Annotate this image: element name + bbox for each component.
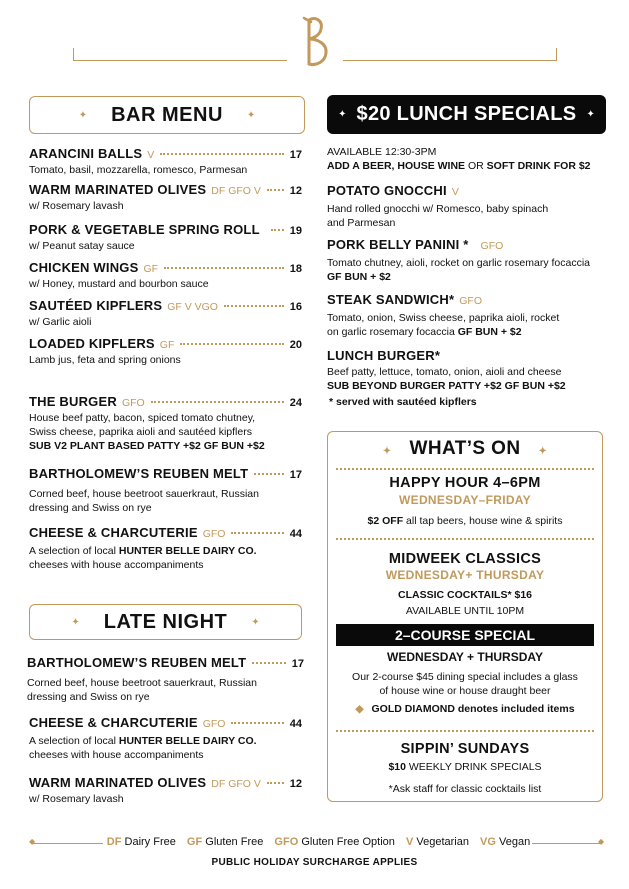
star-icon: ✦ [78, 109, 88, 121]
menu-item-charcuterie: CHEESE & CHARCUTERIE GFO 44 A selection of local HUNTER BELLE DAIRY CO. cheeses with house accompaniments [29, 525, 302, 571]
happy-hour-title: HAPPY HOUR 4–6PM [389, 475, 541, 491]
midweek-days: WEDNESDAY+ THURSDAY [385, 568, 545, 582]
midweek-cocktails: CLASSIC COCKTAILS* $16 [398, 589, 532, 601]
star-icon: ✦ [338, 109, 347, 120]
dietary-legend: DF Dairy Free GF Gluten Free GFO Gluten Free Option V Vegetarian VG Vegan [106, 836, 531, 848]
lunch-title-box [327, 95, 606, 134]
menu-item-sauteed-kipflers: SAUTÉED KIPFLERS GF V VGO 16 w/ Garlic aioli [29, 298, 302, 328]
happy-hour-days: WEDNESDAY–FRIDAY [399, 493, 531, 507]
lunch-item-panini: PORK BELLY PANINI * GFO Tomato chutney, aioli, rocket on garlic rosemary focaccia GF BUN + $2 [327, 237, 591, 283]
lunch-add-drink: ADD A BEER, HOUSE WINE OR SOFT DRINK FOR $2 [327, 160, 591, 172]
menu-item-spring-roll: PORK & VEGETABLE SPRING ROLL 19 w/ Peanut satay sauce [29, 222, 302, 252]
header-left-line [73, 60, 287, 61]
lunch-item-burger: LUNCH BURGER* Beef patty, lettuce, tomato, onion, aioli and cheese SUB BEYOND BURGER PATTY +$2 GF BUN +$2 [327, 348, 566, 392]
two-course-desc: Our 2-course $45 dining special includes a glass of house wine or house draught beer [352, 671, 578, 697]
midweek-title: MIDWEEK CLASSICS [388, 551, 542, 567]
menu-item-burger: THE BURGER GFO 24 House beef patty, bacon, spiced tomato chutney, Swiss cheese, paprika aioli and sautéed kipflers SUB V2 PLANT BASED PATTY +$2 GF BUN +$2 [29, 394, 302, 452]
star-icon: ✦ [246, 109, 256, 121]
star-icon: ✦ [71, 616, 80, 628]
star-icon: ✦ [382, 446, 392, 457]
diamond-icon: ◆ [29, 837, 36, 846]
sundays-note: *Ask staff for classic cocktails list [388, 783, 542, 795]
two-course-title: 2–COURSE SPECIAL [336, 624, 594, 646]
header-right-tick [556, 48, 557, 61]
happy-hour-desc: $2 OFF all tap beers, house wine & spirits [367, 515, 563, 527]
whats-on-title: ✦ WHAT’S ON ✦ [382, 438, 548, 459]
menu-item-arancini: ARANCINI BALLS V 17 Tomato, basil, mozzarella, romesco, Parmesan [29, 146, 302, 176]
bar-menu-title: BAR MENU [111, 103, 223, 126]
star-icon: ✦ [586, 109, 595, 120]
diamond-icon: ◆ [598, 837, 605, 846]
late-item-olives: WARM MARINATED OLIVES DF GFO V 12 w/ Rosemary lavash [29, 775, 302, 805]
late-night-title: LATE NIGHT [103, 610, 228, 633]
two-course-gold-note: ◆ GOLD DIAMOND denotes included items [355, 703, 575, 715]
divider [336, 468, 594, 470]
menu-item-reuben: BARTHOLOMEW’S REUBEN MELT 17 Corned beef, house beetroot sauerkraut, Russian dressing and Swiss on rye [29, 466, 302, 514]
lunch-note: * served with sautéed kipflers [329, 396, 477, 408]
sundays-desc: $10 WEEKLY DRINK SPECIALS [388, 761, 542, 773]
menu-item-chicken-wings: CHICKEN WINGS GF 18 w/ Honey, mustard and bourbon sauce [29, 260, 302, 290]
lunch-item-gnocchi: POTATO GNOCCHI V Hand rolled gnocchi w/ Romesco, baby spinach and Parmesan [327, 183, 549, 229]
header-right-line [343, 60, 556, 61]
star-icon: ✦ [251, 616, 260, 628]
late-item-charcuterie: CHEESE & CHARCUTERIE GFO 44 A selection of local HUNTER BELLE DAIRY CO. cheeses with house accompaniments [29, 715, 302, 761]
star-icon: ✦ [538, 446, 548, 457]
logo-b-icon [296, 14, 334, 72]
surcharge-note: PUBLIC HOLIDAY SURCHARGE APPLIES [211, 857, 418, 868]
lunch-item-steak-sandwich: STEAK SANDWICH* GFO Tomato, onion, Swiss cheese, paprika aioli, rocket on garlic rosemary focaccia GF BUN + $2 [327, 292, 560, 338]
midweek-available: AVAILABLE UNTIL 10PM [405, 605, 525, 617]
lunch-available: AVAILABLE 12:30-3PM [327, 146, 437, 158]
divider [336, 730, 594, 732]
late-item-reuben: BARTHOLOMEW’S REUBEN MELT 17 Corned beef, house beetroot sauerkraut, Russian dressing and Swiss on rye [27, 655, 304, 703]
two-course-days: WEDNESDAY + THURSDAY [387, 650, 543, 664]
sundays-title: SIPPIN’ SUNDAYS [400, 741, 530, 757]
diamond-icon: ◆ [355, 703, 364, 715]
divider [336, 538, 594, 540]
late-night-title-box [29, 604, 302, 640]
bar-menu-title-box [29, 96, 305, 134]
menu-item-olives: WARM MARINATED OLIVES DF GFO V 12 w/ Rosemary lavash [29, 182, 302, 212]
menu-item-loaded-kipflers: LOADED KIPFLERS GF 20 Lamb jus, feta and spring onions [29, 336, 302, 366]
lunch-title: $20 LUNCH SPECIALS [356, 103, 577, 125]
